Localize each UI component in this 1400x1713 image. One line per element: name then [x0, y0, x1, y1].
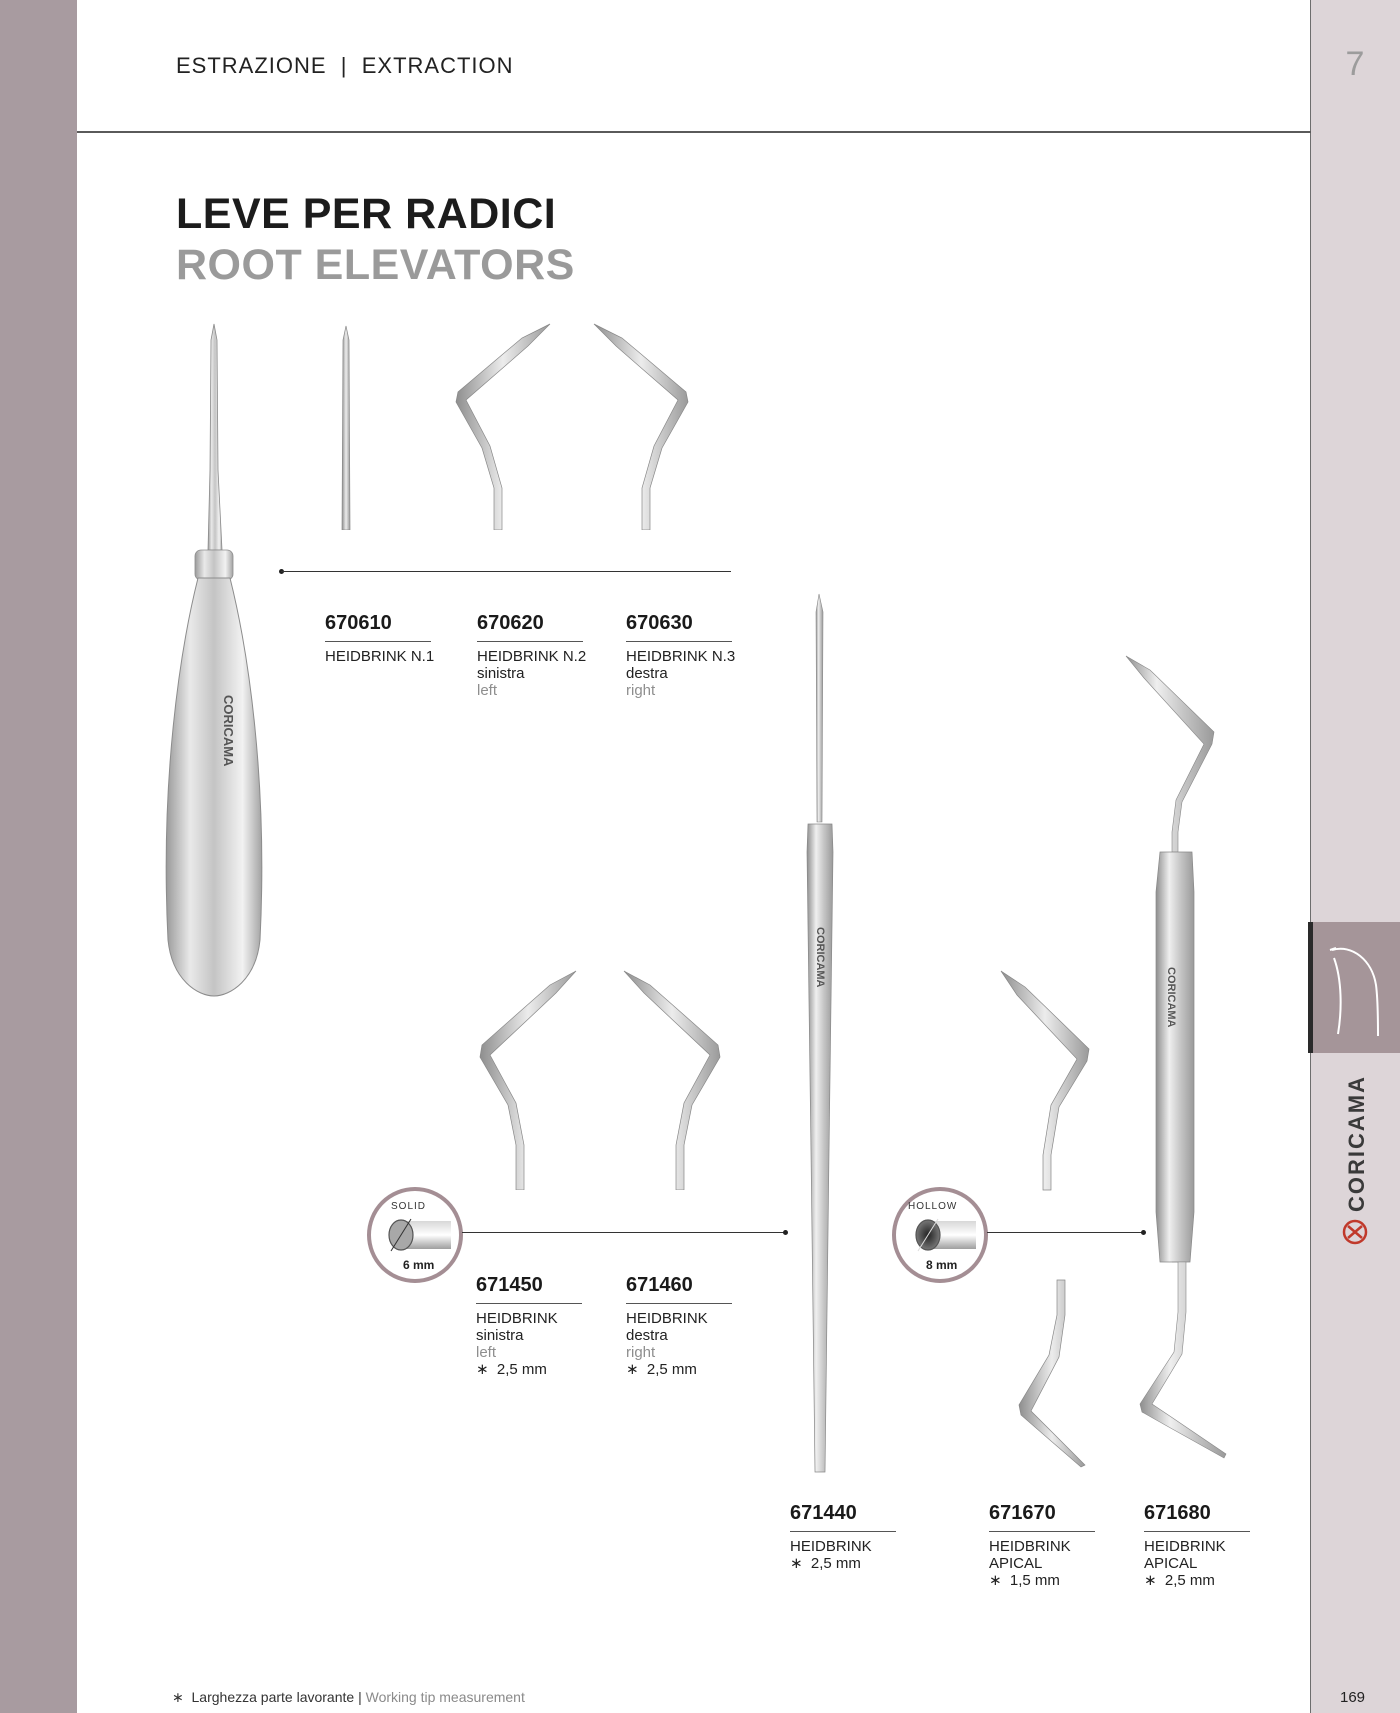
product-side-it: destra: [626, 665, 668, 682]
product-name: HEIDBRINK N.3: [626, 648, 736, 665]
hollow-handle-badge: [890, 1185, 990, 1285]
svg-text:CORICAMA: CORICAMA: [1165, 967, 1177, 1028]
product-line2: APICAL: [989, 1555, 1043, 1572]
product-rule: [626, 641, 732, 642]
product-code: 671680: [1144, 1502, 1211, 1524]
brand-logo-vertical: [1328, 1070, 1378, 1250]
product-671440: [790, 1502, 950, 1572]
product-side-en: right: [626, 1344, 656, 1361]
right-divider: [1310, 0, 1311, 1713]
solid-label: SOLID: [391, 1201, 427, 1212]
connector-dot: [783, 1230, 788, 1235]
product-side-it: sinistra: [476, 1327, 524, 1344]
product-side-en: left: [477, 682, 498, 699]
footnote-english: Working tip measurement: [365, 1689, 525, 1705]
product-name: HEIDBRINK N.1: [325, 648, 435, 665]
product-line2: APICAL: [1144, 1555, 1198, 1572]
product-name: HEIDBRINK: [790, 1538, 872, 1555]
product-side-it: sinistra: [477, 665, 525, 682]
product-670610: [325, 612, 485, 665]
product-code: 670630: [626, 612, 693, 634]
elevator-670610-image: [150, 320, 275, 1000]
product-name: HEIDBRINK: [989, 1538, 1071, 1555]
tips-671670-image: [995, 965, 1095, 1470]
product-rule: [477, 641, 583, 642]
chapter-tab-edge: [1308, 922, 1313, 1053]
solid-handle-badge: [365, 1185, 465, 1285]
product-side-en: left: [476, 1344, 497, 1361]
connector-dot: [1141, 1230, 1146, 1235]
product-code: 671450: [476, 1274, 543, 1296]
product-rule: [325, 641, 431, 642]
product-670620: [477, 612, 637, 699]
product-code: 671670: [989, 1502, 1056, 1524]
product-name: HEIDBRINK N.2: [477, 648, 587, 665]
svg-text:CORICAMA: CORICAMA: [814, 927, 826, 988]
product-tip-width: ∗ 2,5 mm: [476, 1361, 547, 1378]
page-title-italian: LEVE PER RADICI: [176, 190, 557, 238]
product-name: HEIDBRINK: [626, 1310, 708, 1327]
product-side-en: right: [626, 682, 656, 699]
product-671680: [1144, 1502, 1304, 1589]
hollow-label: HOLLOW: [908, 1201, 958, 1212]
connector-line-right: [987, 1232, 1143, 1233]
product-name: HEIDBRINK: [1144, 1538, 1226, 1555]
product-code: 671440: [790, 1502, 857, 1524]
tips-670610-670630-image: [300, 320, 740, 530]
chapter-number: 7: [1345, 45, 1365, 83]
product-rule: [790, 1531, 896, 1532]
right-color-band: [1311, 0, 1400, 1713]
product-rule: [626, 1303, 732, 1304]
product-tip-width: ∗ 2,5 mm: [1144, 1572, 1215, 1589]
product-tip-width: ∗ 2,5 mm: [790, 1555, 861, 1572]
product-code: 670620: [477, 612, 544, 634]
breadcrumb: ESTRAZIONE | EXTRACTION: [176, 53, 514, 78]
brand-name: CORICAMA: [1344, 1075, 1369, 1212]
product-671460: [626, 1274, 786, 1378]
product-rule: [989, 1531, 1095, 1532]
product-670630: [626, 612, 786, 699]
product-rule: [1144, 1531, 1250, 1532]
product-name: HEIDBRINK: [476, 1310, 558, 1327]
left-color-band: [0, 0, 77, 1713]
handle-brand-text: CORICAMA: [221, 695, 236, 767]
footnote-separator: |: [358, 1689, 362, 1705]
product-671670: [989, 1502, 1149, 1589]
footnote-marker: ∗: [172, 1689, 184, 1705]
elevator-671440-image: [795, 592, 845, 1474]
footnote: [172, 1689, 525, 1706]
header-rule: [77, 131, 1311, 133]
product-tip-width: ∗ 1,5 mm: [989, 1572, 1060, 1589]
product-side-it: destra: [626, 1327, 668, 1344]
connector-line-top: [281, 571, 731, 572]
hollow-size: 8 mm: [926, 1258, 958, 1272]
product-671450: [476, 1274, 636, 1378]
footnote-italian: Larghezza parte lavorante: [191, 1689, 355, 1705]
tips-671450-671460-image: [460, 965, 740, 1190]
connector-line-middle: [462, 1232, 786, 1233]
elevator-671680-image: [1120, 652, 1230, 1462]
product-rule: [476, 1303, 582, 1304]
product-code: 670610: [325, 612, 392, 634]
elevator-tab-icon: [1322, 940, 1392, 1040]
product-code: 671460: [626, 1274, 693, 1296]
page-title-english: ROOT ELEVATORS: [176, 241, 575, 289]
product-tip-width: ∗ 2,5 mm: [626, 1361, 697, 1378]
solid-size: 6 mm: [403, 1258, 435, 1272]
page-number: 169: [1340, 1689, 1366, 1706]
